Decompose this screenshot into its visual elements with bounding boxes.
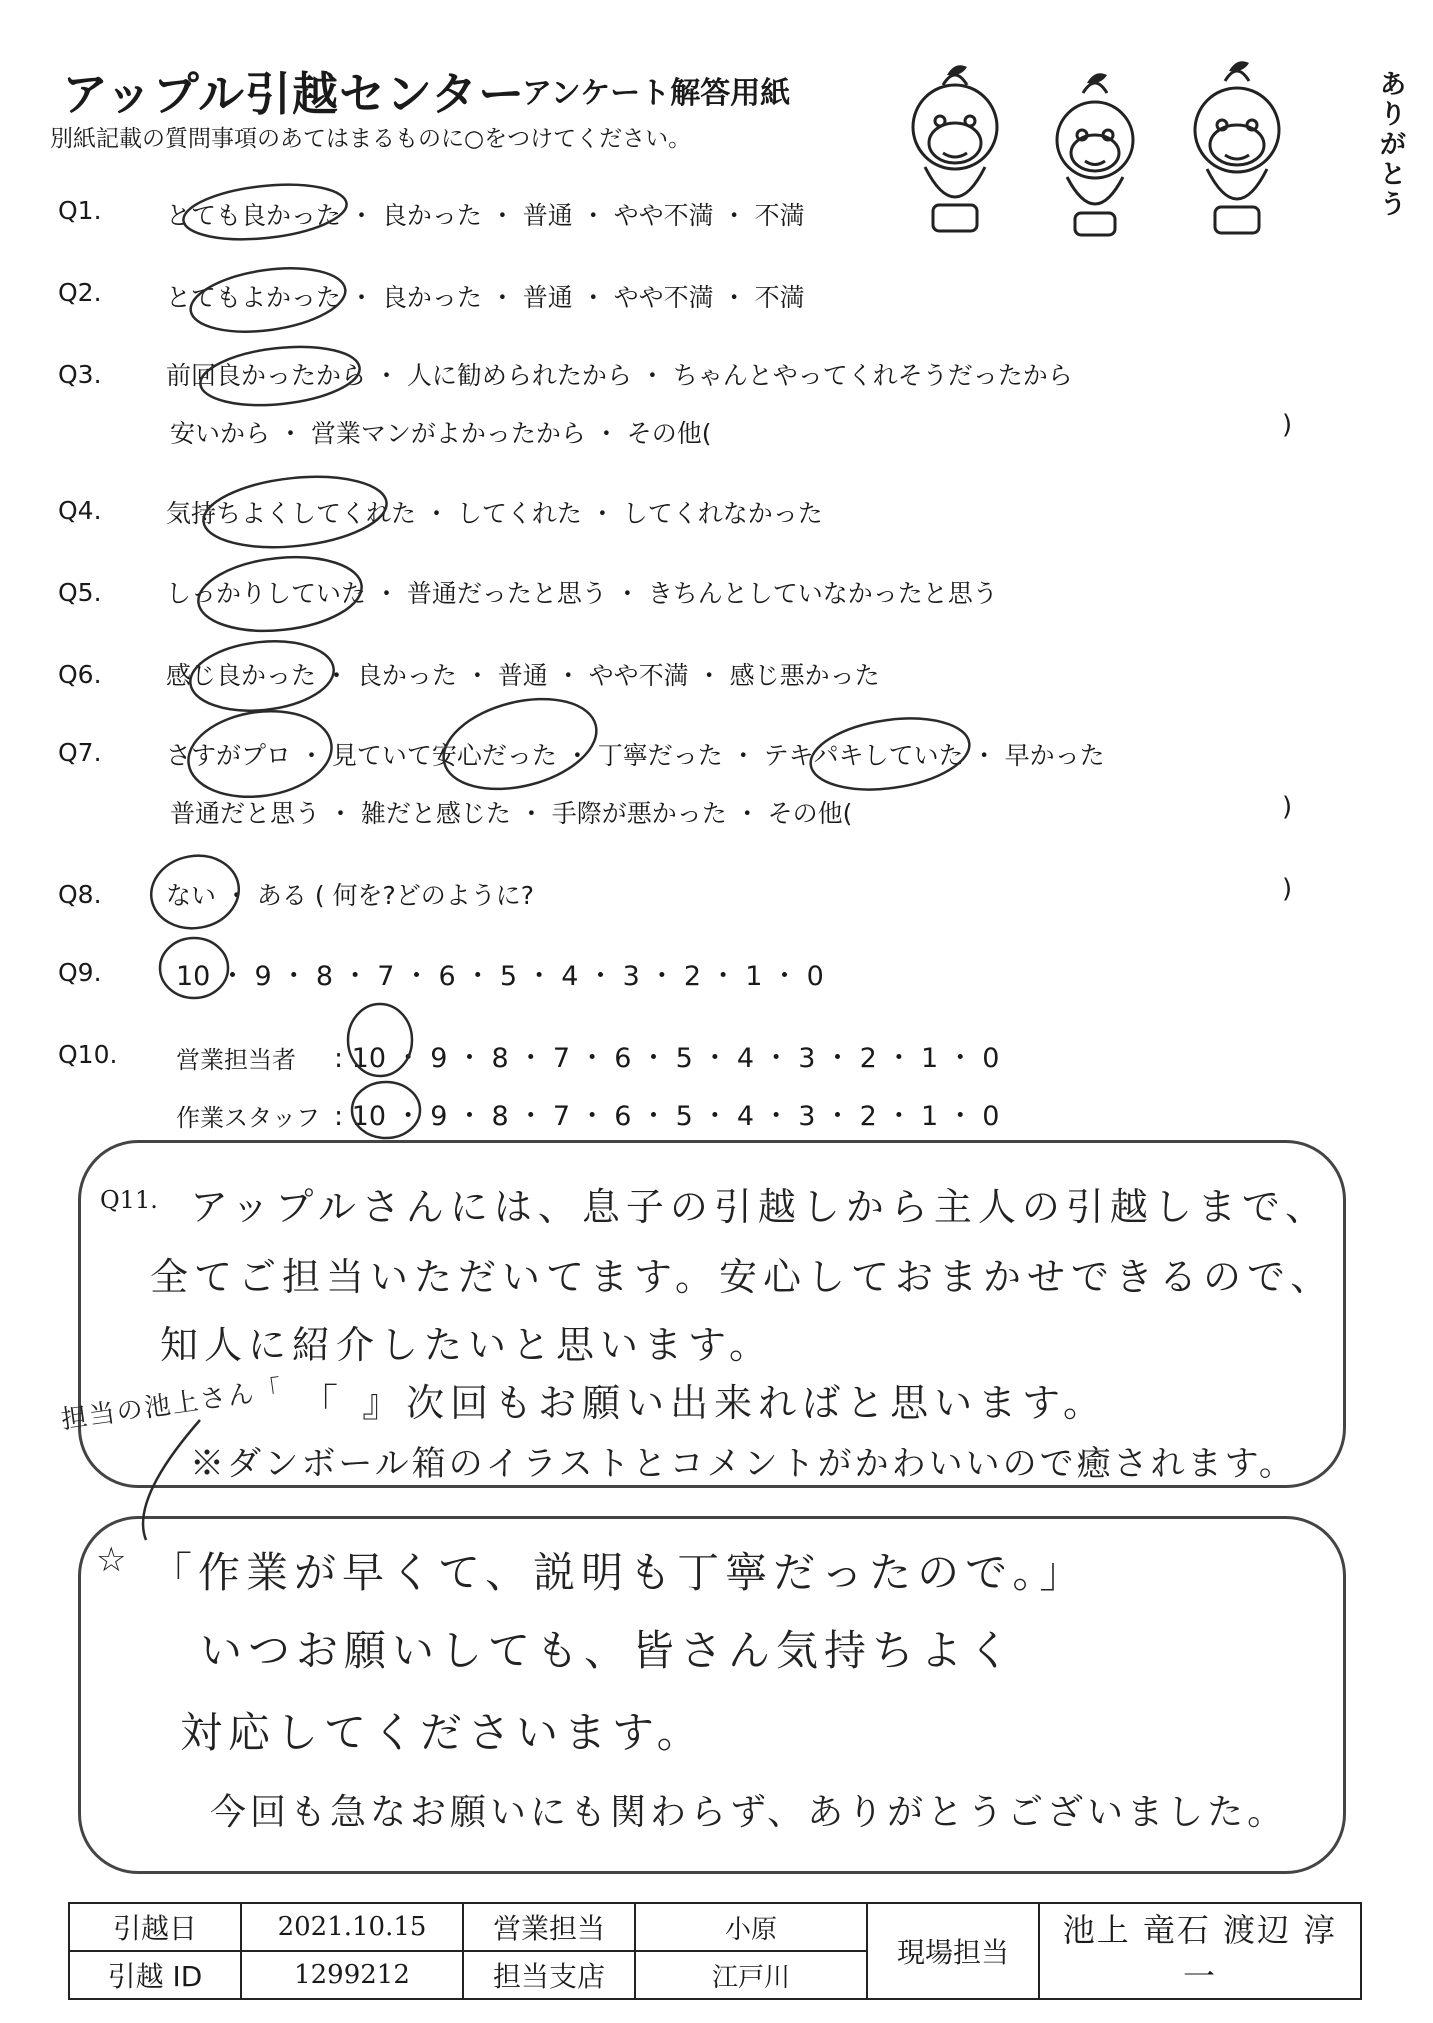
star-mark: ☆ <box>96 1540 127 1580</box>
q4-label: Q4. <box>58 496 102 525</box>
q8-options: ない ・ ある ( 何を?どのように? <box>166 881 535 910</box>
q3-close-paren: ) <box>1282 410 1293 440</box>
q10-label: Q10. <box>58 1040 118 1069</box>
q9-label: Q9. <box>58 958 102 987</box>
q3-options-line2: 安いから ・ 営業マンがよかったから ・ その他( <box>170 419 712 448</box>
q1-label: Q1. <box>58 196 102 225</box>
circle-q7-anshin <box>434 684 606 803</box>
q10-sales-scale: : 10 ・ 9 ・ 8 ・ 7 ・ 6 ・ 5 ・ 4 ・ 3 ・ 2 ・ 1 ・ 0 <box>334 1043 1000 1074</box>
q7-close-paren: ) <box>1282 792 1293 822</box>
branch-value: 江戸川 <box>635 1951 867 1999</box>
mascot-caption: ありがとう <box>1380 70 1407 220</box>
q10-staff-label: 作業スタッフ <box>176 1104 320 1132</box>
q8-close-paren: ) <box>1282 874 1293 904</box>
circle-q1-selected <box>181 178 350 247</box>
circle-q9-10 <box>160 938 228 998</box>
sales-rep-label: 営業担当 <box>463 1903 635 1951</box>
q4-options: 気持ちよくしてくれた ・ してくれた ・ してくれなかった <box>166 499 823 528</box>
circle-q8-nai <box>145 849 244 935</box>
q8-label: Q8. <box>58 880 102 909</box>
q3-label: Q3. <box>58 360 102 389</box>
q11-box2-line-2: いつお願いしても、皆さん気持ちよく <box>200 1626 1017 1675</box>
circle-q6-selected <box>187 635 337 718</box>
q5-label: Q5. <box>58 578 102 607</box>
q11-line-1: アップルさんには、息子の引越しから主人の引越しまで、 <box>190 1185 1330 1229</box>
move-date-value: 2021.10.15 <box>241 1903 463 1951</box>
q9-scale: 10 ・ 9 ・ 8 ・ 7 ・ 6 ・ 5 ・ 4 ・ 3 ・ 2 ・ 1 ・ 0 <box>176 961 824 992</box>
sales-rep-value: 小原 <box>635 1903 867 1951</box>
q7-label: Q7. <box>58 738 102 767</box>
brand-title: アップル引越センター <box>62 67 526 121</box>
pen-stroke-connector <box>143 1420 200 1540</box>
q3-options-line1: 前回良かったから ・ 人に勧められたから ・ ちゃんとやってくれそうだったから <box>166 361 1073 390</box>
circle-q5-selected <box>195 550 366 639</box>
circle-q2-selected <box>187 259 350 340</box>
q7-options-line2: 普通だと思う ・ 雑だと感じた ・ 手際が悪かった ・ その他( <box>170 799 853 828</box>
circle-q3-selected <box>198 340 363 412</box>
q11-line-3: 知人に紹介したいと思います。 <box>160 1323 773 1367</box>
move-info-table <box>68 1902 1362 2000</box>
q6-options: 感じ良かった ・ 良かった ・ 普通 ・ やや不満 ・ 感じ悪かった <box>166 661 880 690</box>
q7-options-line1: さすがプロ ・ 見ていて安心だった ・ 丁寧だった ・ テキパキしていた ・ 早かった <box>166 741 1105 770</box>
q2-options: とてもよかった ・ 良かった ・ 普通 ・ やや不満 ・ 不満 <box>166 283 805 312</box>
circle-q4-selected <box>200 469 390 556</box>
site-staff-value: 池上 竜石 渡辺 淳一 <box>1039 1903 1361 1999</box>
q11-line-2: 全てご担当いただいてます。安心しておまかせできるので、 <box>150 1255 1335 1299</box>
q2-label: Q2. <box>58 278 102 307</box>
q5-options: しっかりしていた ・ 普通だったと思う ・ きちんとしていなかったと思う <box>166 579 998 608</box>
branch-label: 担当支店 <box>463 1951 635 1999</box>
q11-margin-note: 担当の池上さん「 <box>59 1374 286 1436</box>
instruction-text: 別紙記載の質問事項のあてはまるものに○をつけてください。 <box>50 126 692 152</box>
circle-q7-tekipaki <box>806 709 974 799</box>
q11-line-5: ※ダンボール箱のイラストとコメントがかわいいので癒されます。 <box>190 1444 1296 1484</box>
form-subtitle: アンケート解答用紙 <box>522 76 791 111</box>
q11-box2-line-4: 今回も急なお願いにも関わらず、ありがとうございました。 <box>210 1792 1288 1833</box>
move-date-label: 引越日 <box>69 1903 241 1951</box>
circle-q7-pro <box>183 702 337 805</box>
site-staff-label: 現場担当 <box>867 1903 1039 1999</box>
q11-label: Q11. <box>100 1186 158 1214</box>
q11-box2-line-3: 対応してくださいます。 <box>180 1708 705 1757</box>
q11-box2-line-1: 「作業が早くて、説明も丁寧だったので。」 <box>150 1548 1088 1597</box>
q11-line-4: 「 』次回もお願い出来ればと思います。 <box>300 1381 1108 1425</box>
q10-staff-scale: : 10 ・ 9 ・ 8 ・ 7 ・ 6 ・ 5 ・ 4 ・ 3 ・ 2 ・ 1 ・ 0 <box>334 1101 1000 1132</box>
move-id-label: 引越 ID <box>69 1951 241 1999</box>
q10-sales-label: 営業担当者 <box>176 1046 296 1074</box>
circle-q10-staff-10 <box>352 1082 420 1138</box>
circle-q10-sales-10 <box>348 1004 412 1076</box>
move-id-value: 1299212 <box>241 1951 463 1999</box>
q6-label: Q6. <box>58 660 102 689</box>
q1-options: とても良かった ・ 良かった ・ 普通 ・ やや不満 ・ 不満 <box>166 201 805 230</box>
